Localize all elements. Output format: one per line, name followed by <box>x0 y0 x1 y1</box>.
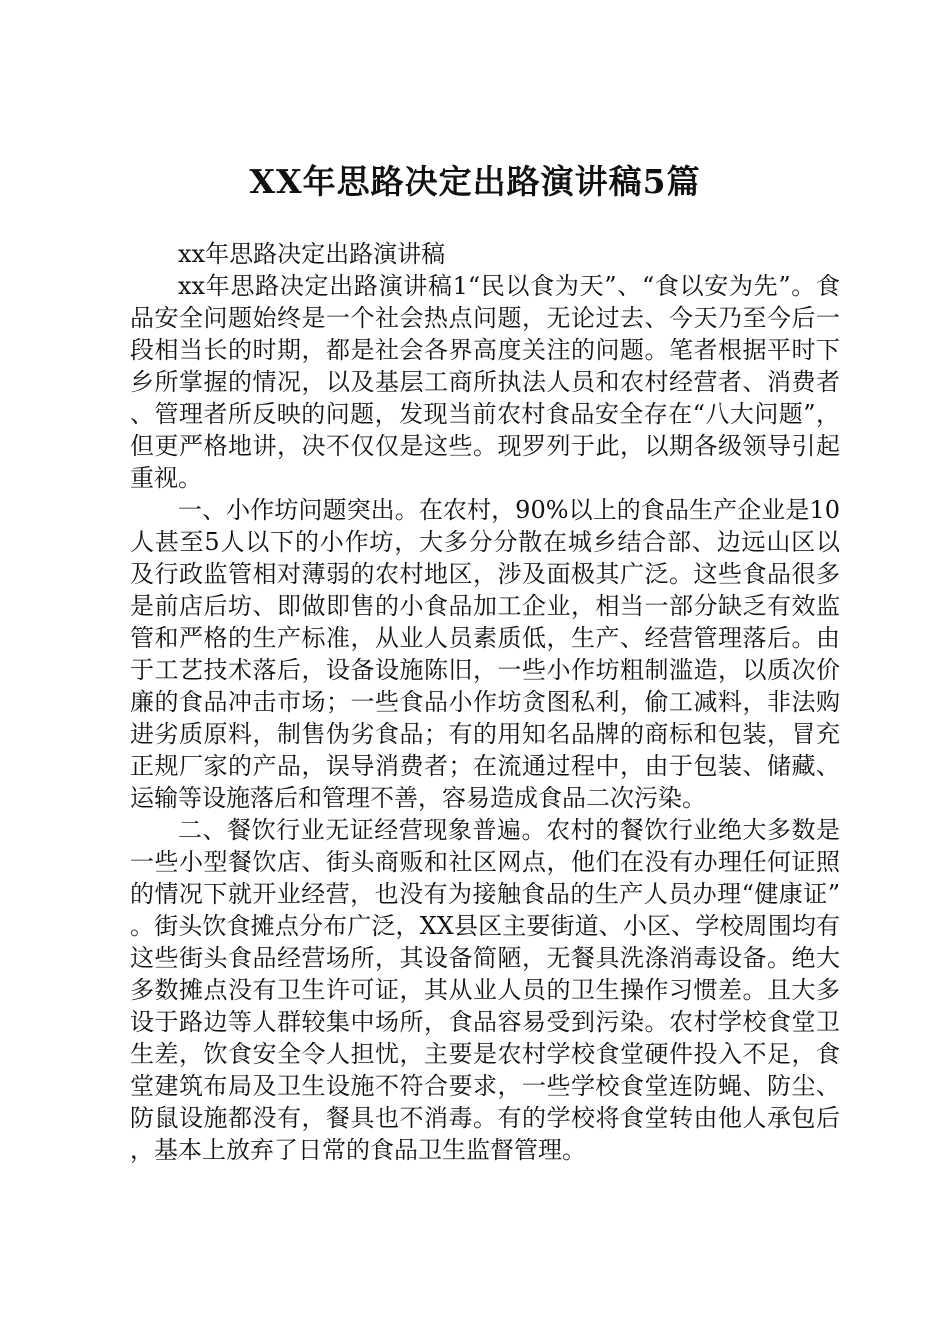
paragraph-section-one: 一、小作坊问题突出。在农村，90%以上的食品生产企业是10人甚至5人以下的小作坊，大多分分散在城乡结合部、边远山区以及行政监管相对薄弱的农村地区，涉及面极其广泛。这些食品很多是前店后坊、即做即售的小食品加工企业，相当一部分缺乏有效监管和严格的生产标准，从业人员素质低，生产、经营管理落后。由于工艺技术落后，设备设施陈旧，一些小作坊粗制滥造，以质次价廉的食品冲击市场；一些食品小作坊贪图私利，偷工减料，非法购进劣质原料，制售伪劣食品；有的用知名品牌的商标和包装，冒充正规厂家的产品，误导消费者；在流通过程中，由于包装、储藏、运输等设施落后和管理不善，容易造成食品二次污染。 <box>130 496 840 812</box>
paragraph-heading: xx年思路决定出路演讲稿 <box>178 240 446 268</box>
document-title: XX年思路决定出路演讲稿5篇 <box>249 162 701 201</box>
paragraph-intro: xx年思路决定出路演讲稿1“民以食为天”、“食以安为先”。食品安全问题始终是一个社会热点问题，无论过去、今天乃至今后一段相当长的时期，都是社会各界高度关注的问题。笔者根据平时下乡所掌握的情况，以及基层工商所执法人员和农村经营者、消费者、管理者所反映的问题，发现当前农村食品安全存在“八大问题”，但更严格地讲，决不仅仅是这些。现罗列于此，以期各级领导引起重视。 <box>130 272 840 492</box>
paragraph-section-two: 二、餐饮行业无证经营现象普遍。农村的餐饮行业绝大多数是一些小型餐饮店、街头商贩和社区网点，他们在没有办理任何证照的情况下就开业经营，也没有为接触食品的生产人员办理“健康证”。街头饮食摊点分布广泛，XX县区主要街道、小区、学校周围均有这些街头食品经营场所，其设备简陋，无餐具洗涤消毒设备。绝大多数摊点没有卫生许可证，其从业人员的卫生操作习惯差。且大多设于路边等人群较集中场所，食品容易受到污染。农村学校食堂卫生差，饮食安全令人担忧，主要是农村学校食堂硬件投入不足，食堂建筑布局及卫生设施不符合要求，一些学校食堂连防蝇、防尘、防鼠设施都没有，餐具也不消毒。有的学校将食堂转由他人承包后，基本上放弃了日常的食品卫生监督管理。 <box>130 816 840 1164</box>
document-body <box>130 238 840 1166</box>
